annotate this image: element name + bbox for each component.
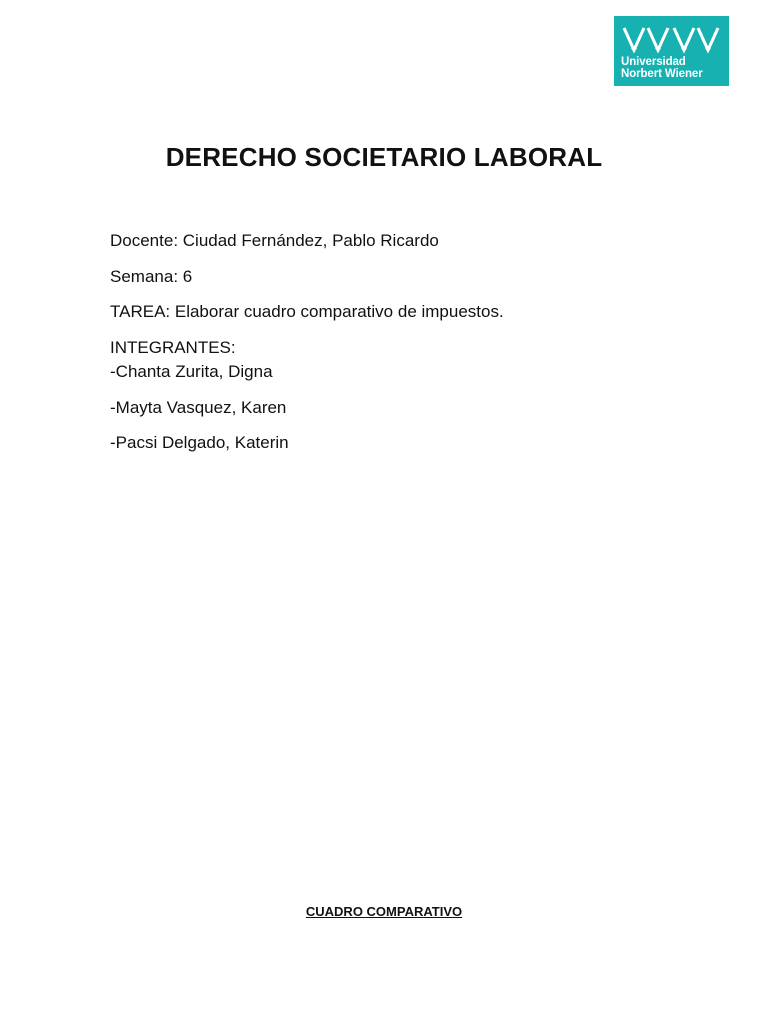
teacher-line: Docente: Ciudad Fernández, Pablo Ricardo xyxy=(110,231,439,250)
logo-text-line1: Universidad xyxy=(621,56,686,68)
university-logo xyxy=(614,16,729,86)
member-item: -Mayta Vasquez, Karen xyxy=(110,398,287,417)
section-heading: CUADRO COMPARATIVO xyxy=(305,904,463,919)
member-item: -Pacsi Delgado, Katerin xyxy=(110,433,289,452)
document-title: DERECHO SOCIETARIO LABORAL xyxy=(165,142,603,172)
members-heading: INTEGRANTES: xyxy=(110,338,236,357)
member-item: -Chanta Zurita, Digna xyxy=(110,362,273,381)
week-line: Semana: 6 xyxy=(110,267,193,286)
logo-text-line2: Norbert Wiener xyxy=(621,68,703,80)
logo-mark-icon xyxy=(621,22,721,56)
task-line: TAREA: Elaborar cuadro comparativo de impuestos. xyxy=(110,302,504,321)
